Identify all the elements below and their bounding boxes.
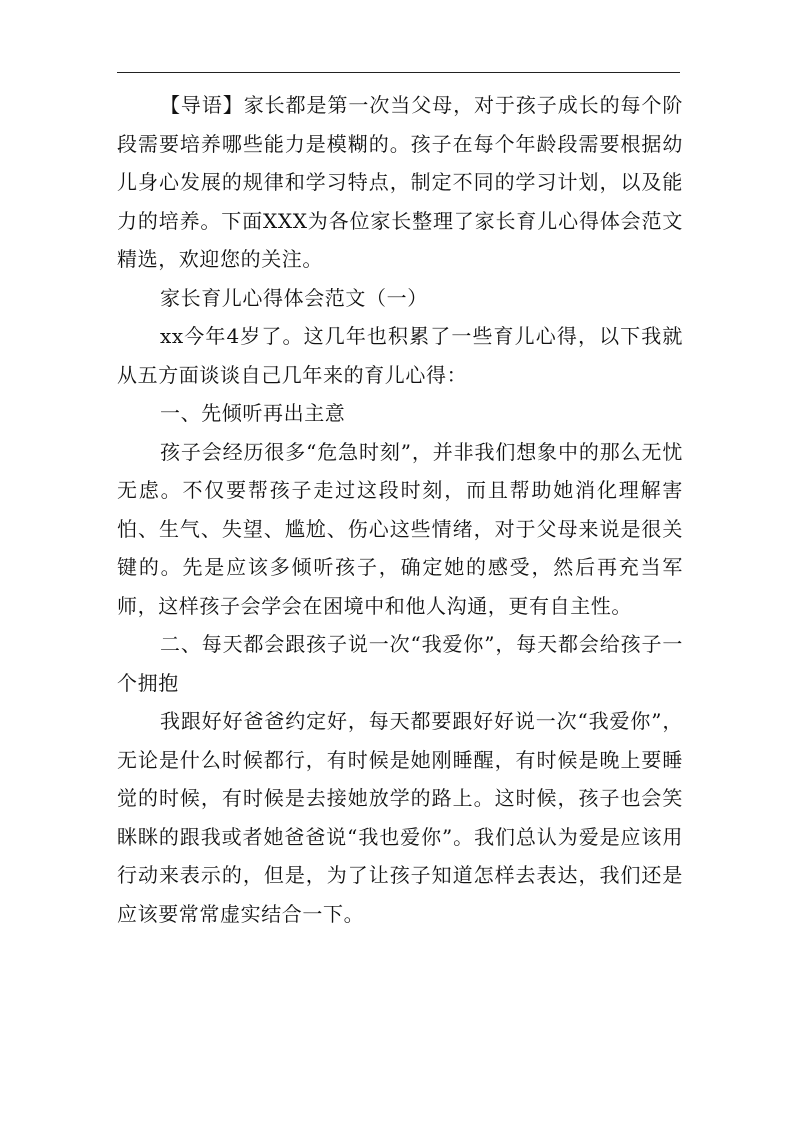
section-body-1: 孩子会经历很多“危急时刻”，并非我们想象中的那么无忧无虑。不仅要帮孩子走过这段时刻，而且帮助她消化理解害怕、生气、失望、尴尬、伤心这些情绪，对于父母来说是很关键的。先是应该多倾听孩子，确定她的感受，然后再充当军师，这样孩子会学会在困境中和他人沟通，更有自主性。	[117, 439, 683, 618]
intro-paragraph: 【导语】家长都是第一次当父母，对于孩子成长的每个阶段需要培养哪些能力是模糊的。孩子在每个年龄段需要根据幼儿身心发展的规律和学习特点，制定不同的学习计划，以及能力的培养。下面XXX为各位家长整理了家长育儿心得体会范文精选，欢迎您的关注。	[117, 93, 683, 271]
header-rule	[117, 72, 680, 73]
essay-title: 家长育儿心得体会范文（一）	[160, 285, 428, 310]
section-heading-1: 一、先倾听再出主意	[160, 401, 346, 425]
section-body-2: 我跟好好爸爸约定好，每天都要跟好好说一次“我爱你”，无论是什么时候都行，有时候是她刚睡醒，有时候是晚上要睡觉的时候，有时候是去接她放学的路上。这时候，孩子也会笑眯眯的跟我或者她爸爸说“我也爱你”。我们总认为爱是应该用行动来表示的，但是，为了让孩子知道怎样去表达，我们还是应该要常常虚实结合一下。	[117, 709, 683, 926]
opening-paragraph: xx今年4岁了。这几年也积累了一些育儿心得，以下我就从五方面谈谈自己几年来的育儿心得：	[117, 324, 683, 387]
section-heading-2: 二、每天都会跟孩子说一次“我爱你”，每天都会给孩子一个拥抱	[117, 632, 683, 695]
document-body	[117, 86, 683, 933]
